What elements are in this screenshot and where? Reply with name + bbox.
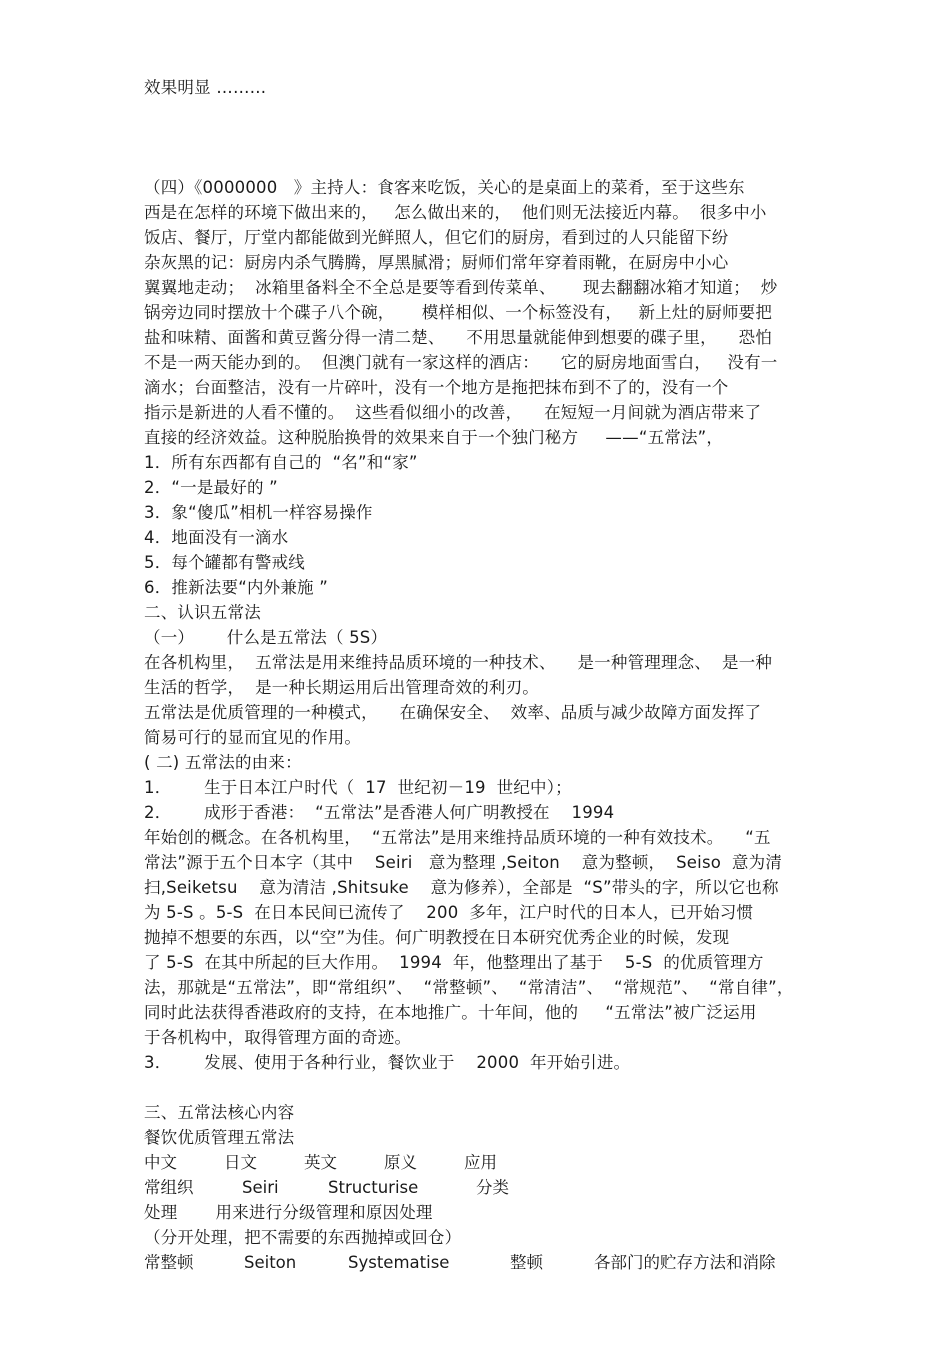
- text-line: 同时此法获得香港政府的支持，在本地推广。十年间，他的 “五常法”被广泛运用: [144, 1003, 757, 1022]
- text-line: 翼翼地走动； 冰箱里备料全不全总是要等看到传菜单、 现去翻翻冰箱才知道； 炒: [144, 278, 778, 297]
- table-header-cell: 应用: [464, 1153, 497, 1172]
- text-line: 年始创的概念。在各机构里， “五常法”是用来维持品质环境的一种有效技术。 “五: [144, 828, 771, 847]
- text-line: 在各机构里， 五常法是用来维持品质环境的一种技术、 是一种管理理念、 是一种: [144, 653, 773, 672]
- table-header-cell: 日文: [224, 1153, 257, 1172]
- table-header-cell: 中文: [144, 1153, 177, 1172]
- text-line: 饭店、餐厅，厅堂内都能做到光鲜照人，但它们的厨房，看到过的人只能留下纷: [144, 228, 729, 247]
- table-cell: Systematise: [348, 1253, 450, 1272]
- table-cell: 各部门的贮存方法和消除: [594, 1253, 776, 1272]
- text-line: 锅旁边同时摆放十个碟子八个碗， 模样相似、一个标签没有， 新上灶的厨师要把: [144, 303, 773, 322]
- list-item: 4．地面没有一滴水: [144, 528, 289, 547]
- list-item: 1． 生于日本江户时代（ 17 世纪初－19 世纪中）；: [144, 778, 572, 797]
- table-cell: Seiri: [242, 1178, 279, 1197]
- text-line: （四）《0000000 》主持人：食客来吃饭，关心的是桌面上的菜肴，至于这些东: [144, 178, 745, 197]
- text-line: 简易可行的显而宜见的作用。: [144, 728, 362, 747]
- table-header-cell: 原义: [384, 1153, 417, 1172]
- subheading-what-is: （一） 什么是五常法（ 5S）: [144, 628, 388, 647]
- text-line: 滴水；台面整洁，没有一片碎叶，没有一个地方是拖把抹布到不了的，没有一个: [144, 378, 729, 397]
- table-cell: 常组织: [144, 1178, 194, 1197]
- text-line: 了 5-S 在其中所起的巨大作用。 1994 年，他整理出了基于 5-S 的优质管理方: [144, 953, 764, 972]
- table-row-continuation: 处理 用来进行分级管理和原因处理: [144, 1203, 433, 1222]
- subheading-origin: ( 二) 五常法的由来：: [144, 753, 302, 772]
- text-line: 杂灰黑的记：厨房内杀气腾腾，厚黑腻滑；厨师们常年穿着雨靴，在厨房中小心: [144, 253, 729, 272]
- list-item: 5．每个罐都有警戒线: [144, 553, 305, 572]
- table-cell: 分类: [476, 1178, 509, 1197]
- section2-heading: 二、认识五常法: [144, 603, 261, 622]
- section3-heading: 三、五常法核心内容: [144, 1103, 295, 1122]
- list-item: 2． 成形于香港： “五常法”是香港人何广明教授在 1994: [144, 803, 615, 822]
- list-item: 3． 发展、使用于各种行业，餐饮业于 2000 年开始引进。: [144, 1053, 631, 1072]
- table-header-cell: 英文: [304, 1153, 337, 1172]
- text-line: 于各机构中，取得管理方面的奇迹。: [144, 1028, 412, 1047]
- text-line: 盐和味精、面酱和黄豆酱分得一清二楚、 不用思量就能伸到想要的碟子里， 恐怕: [144, 328, 773, 347]
- list-item: 6．推新法要“内外兼施 ”: [144, 578, 328, 597]
- text-line: 西是在怎样的环境下做出来的， 怎么做出来的， 他们则无法接近内幕。 很多中小: [144, 203, 767, 222]
- text-line: 生活的哲学， 是一种长期运用后出管理奇效的利刃。: [144, 678, 539, 697]
- text-line: 不是一两天能办到的。 但澳门就有一家这样的酒店： 它的厨房地面雪白， 没有一: [144, 353, 778, 372]
- list-item: 1．所有东西都有自己的 “名”和“家”: [144, 453, 418, 472]
- text-line: 常法”源于五个日本字（其中 Seiri 意为整理 ,Seiton 意为整顿， Seiso 意为清: [144, 853, 783, 872]
- top-line: 效果明显 ………: [144, 78, 267, 97]
- text-line: 五常法是优质管理的一种模式， 在确保安全、 效率、品质与减少故障方面发挥了: [144, 703, 762, 722]
- table-cell: Seiton: [244, 1253, 297, 1272]
- table-cell: 整顿: [510, 1253, 543, 1272]
- list-item: 2．“一是最好的 ”: [144, 478, 278, 497]
- text-line: 抛掉不想要的东西，以“空”为佳。何广明教授在日本研究优秀企业的时候，发现: [144, 928, 730, 947]
- table-cell: Structurise: [328, 1178, 419, 1197]
- list-item: 3．象“傻瓜”相机一样容易操作: [144, 503, 373, 522]
- text-line: 直接的经济效益。这种脱胎换骨的效果来自于一个独门秘方 ——“五常法”，: [144, 428, 724, 447]
- text-line: 指示是新进的人看不懂的。 这些看似细小的改善， 在短短一月间就为酒店带来了: [144, 403, 762, 422]
- text-line: 扫,Seiketsu 意为清洁 ,Shitsuke 意为修养），全部是 “S”带头的字，所以它也称: [144, 878, 779, 897]
- table-cell: 常整顿: [144, 1253, 194, 1272]
- table-row-note: （分开处理，把不需要的东西抛掉或回仓）: [144, 1228, 462, 1247]
- section3-subtitle: 餐饮优质管理五常法: [144, 1128, 295, 1147]
- text-line: 为 5-S 。5-S 在日本民间已流传了 200 多年，江户时代的日本人，已开始习惯: [144, 903, 754, 922]
- text-line: 法，那就是“五常法”，即“常组织”、 “常整顿”、 “常清洁”、 “常规范”、 “常自律”，: [144, 978, 794, 997]
